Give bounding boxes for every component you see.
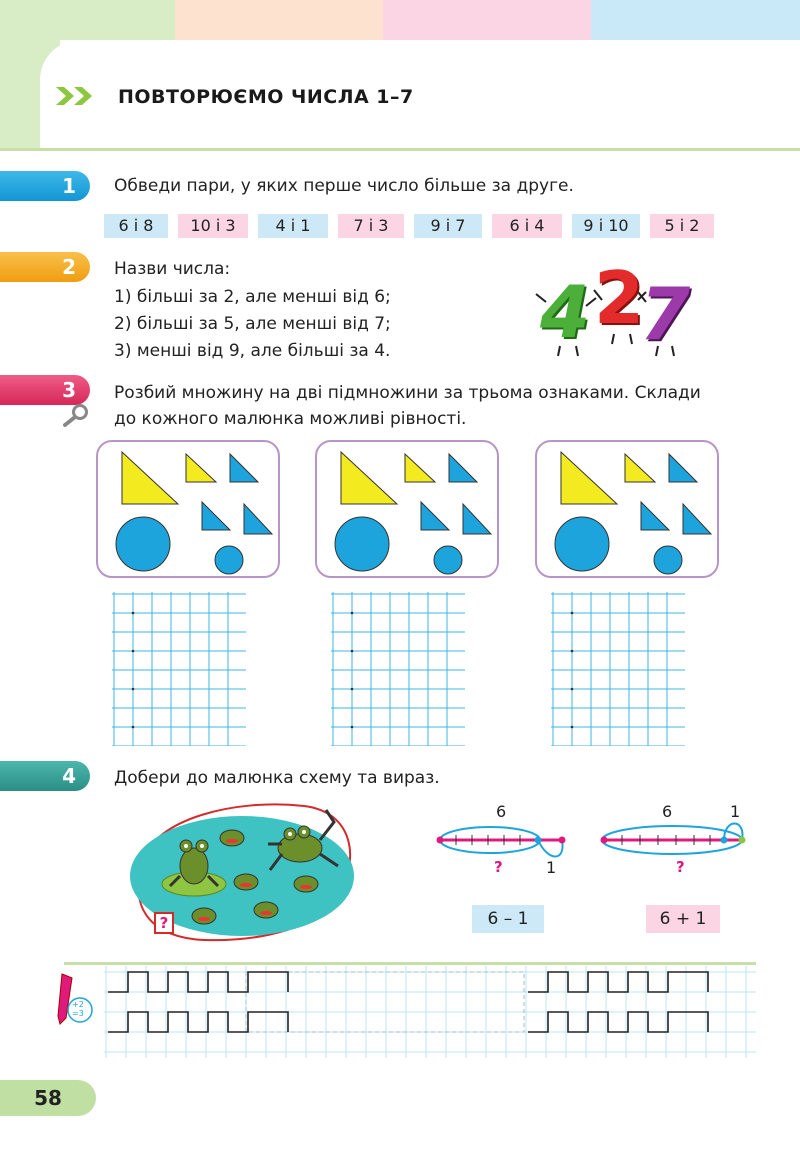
frog-pond-illustration: [124, 800, 360, 944]
digit-two: 2: [594, 256, 645, 340]
magnifier-icon: [62, 402, 92, 432]
task-number-3: 3: [0, 375, 90, 405]
scheme-1[interactable]: [430, 796, 580, 882]
writing-grid-2[interactable]: [331, 592, 465, 746]
task3-line-2: до кожного малюнка можливі рівності.: [114, 409, 467, 429]
top-band-blue: [591, 0, 800, 40]
digit-seven: 7: [640, 272, 691, 356]
pencil-icon-text: +2 =3: [72, 1000, 84, 1018]
scheme2-top: 6: [662, 802, 673, 821]
task2-intro: Назви числа:: [114, 259, 231, 279]
shapes-set-1: [96, 440, 280, 578]
question-box[interactable]: [154, 912, 174, 934]
pair-box[interactable]: 6 і 4: [492, 214, 562, 238]
pair-box[interactable]: 4 і 1: [258, 214, 328, 238]
scheme1-right: 1: [546, 858, 557, 877]
top-band-orange: [175, 0, 383, 40]
scheme1-question: ?: [494, 858, 503, 876]
writing-grid-1[interactable]: [112, 592, 246, 746]
writing-grid-3[interactable]: [551, 592, 685, 746]
pair-box[interactable]: 10 і 3: [178, 214, 248, 238]
pair-box[interactable]: 9 і 10: [572, 214, 640, 238]
task1-text: Обведи пари, у яких перше число більше за друге.: [114, 176, 574, 196]
scheme2-top-right: 1: [730, 802, 741, 821]
scheme2-question: ?: [676, 858, 685, 876]
double-chevron-icon: [56, 84, 100, 112]
pair-box[interactable]: 6 і 8: [104, 214, 168, 238]
task2-item-1: 1) більші за 2, але менші від 6;: [114, 287, 391, 307]
question-mark: ?: [159, 914, 169, 932]
task4-text: Добери до малюнка схему та вираз.: [114, 768, 440, 788]
shapes-set-2: [315, 440, 499, 578]
pair-box[interactable]: 9 і 7: [414, 214, 482, 238]
scheme1-top: 6: [496, 802, 507, 821]
task-number-4: 4: [0, 761, 90, 791]
task2-item-2: 2) більші за 5, але менші від 7;: [114, 314, 391, 334]
top-band-pink: [383, 0, 591, 40]
page-number: 58: [0, 1080, 96, 1116]
digit-characters-illustration: [532, 256, 712, 362]
task2-item-3: 3) менші від 9, але більші за 4.: [114, 341, 391, 361]
section-title: ПОВТОРЮЄМО ЧИСЛА 1–7: [118, 86, 414, 108]
digit-four: 4: [540, 270, 591, 354]
task-number-2: 2: [0, 252, 90, 282]
task-number-1: 1: [0, 171, 90, 201]
shapes-set-3: [535, 440, 719, 578]
expression-2[interactable]: 6 + 1: [646, 905, 720, 933]
pair-box[interactable]: 5 і 2: [650, 214, 714, 238]
scheme-2[interactable]: [600, 796, 760, 882]
pencil-icon: [54, 970, 94, 1030]
pair-box[interactable]: 7 і 3: [338, 214, 404, 238]
task3-line-1: Розбий множину на дві підмножини за трьома ознаками. Склади: [114, 383, 701, 403]
heading-divider: [0, 148, 800, 151]
expression-1[interactable]: 6 – 1: [472, 905, 544, 933]
copybook-pattern-grid[interactable]: [104, 966, 756, 1058]
bottom-divider: [64, 962, 756, 965]
